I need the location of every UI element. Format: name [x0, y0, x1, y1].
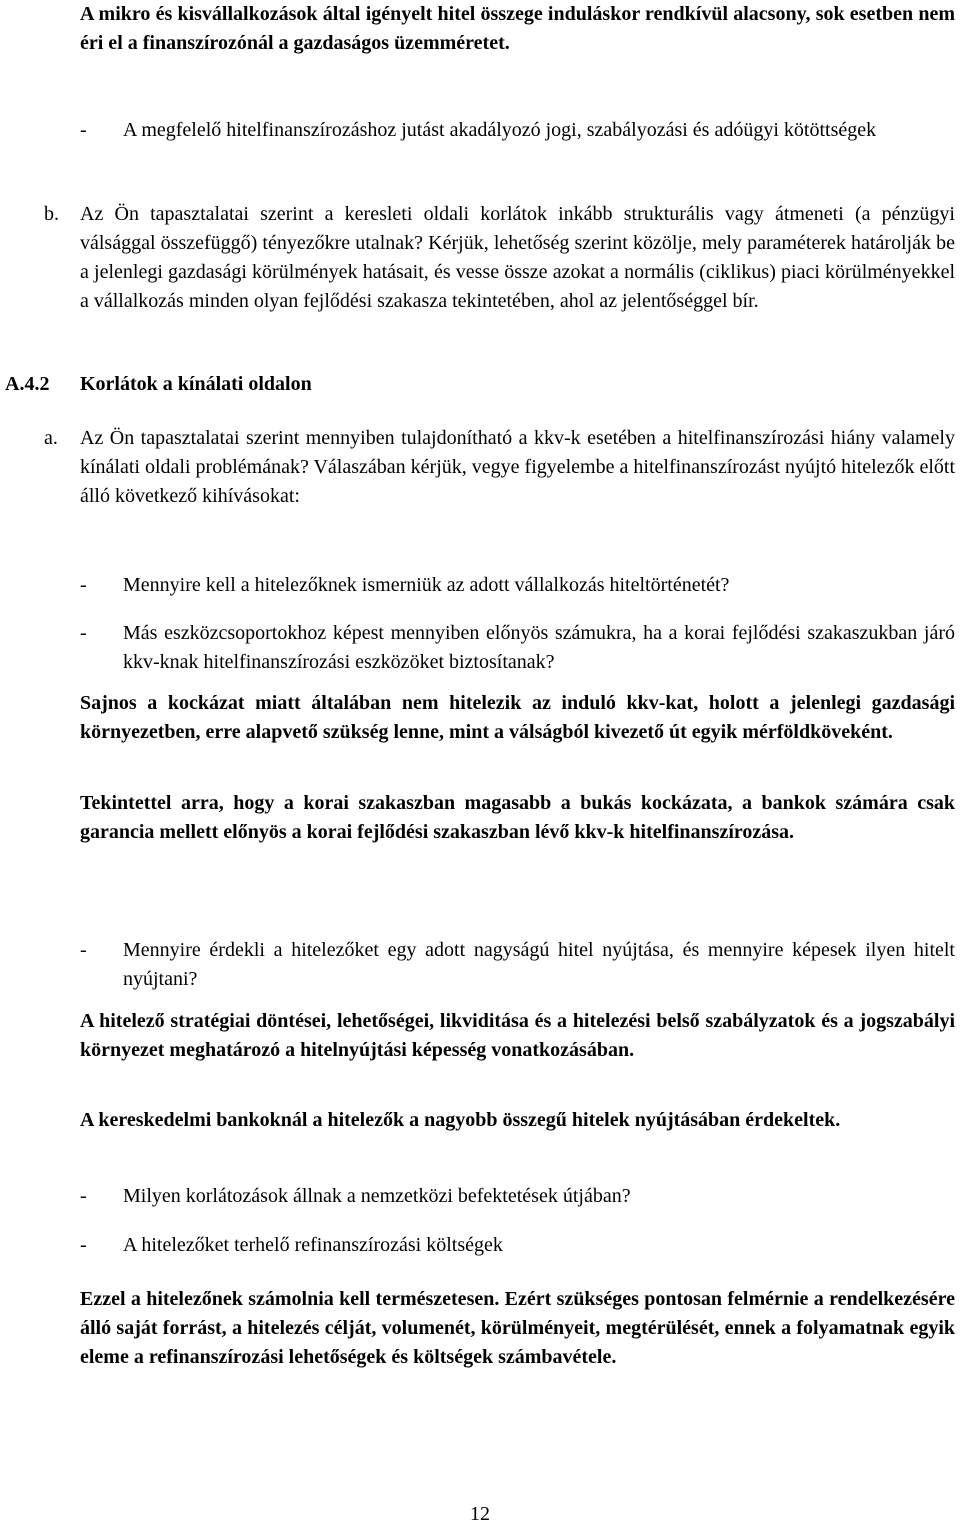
intro-paragraph: A mikro és kisvállalkozások által igényelt hitel összege induláskor rendkívül alacsony, sok esetben nem éri el a finanszírozónál a gazdaságos üzemméretet. [80, 3, 955, 54]
list-text-a: Az Ön tapasztalatai szerint mennyiben tulajdonítható a kkv-k esetében a hitelfinanszírozási hiány valamely kínálati oldali problémának? Válaszában kérjük, vegye figyelembe a hitelfinanszírozást nyújtó hitelezők előtt álló következő kihívásokat: [80, 427, 955, 507]
list-marker-a: a. [44, 427, 58, 449]
section-title: Korlátok a kínálati oldalon [80, 373, 312, 395]
page-number: 12 [470, 1503, 490, 1525]
answer-paragraph: Ezzel a hitelezőnek számolnia kell természetesen. Ezért szükséges pontosan felmérnie a rendelkezésére álló saját forrást, a hitelezés célját, volumenét, körülményeit, megtérülését, ennek a folyamatnak egyik eleme a refinanszírozási lehetőségek és költségek számbavétele. [80, 1288, 955, 1368]
section-number: A.4.2 [5, 373, 50, 395]
bullet-text: Mennyire kell a hitelezőknek ismerniük az adott vállalkozás hiteltörténetét? [123, 574, 730, 596]
bullet-text: A megfelelő hitelfinanszírozáshoz jutást akadályozó jogi, szabályozási és adóügyi kötöttségek [123, 119, 877, 141]
bullet-dash: - [80, 1234, 87, 1256]
bullet-dash: - [80, 119, 87, 141]
answer-paragraph: Sajnos a kockázat miatt általában nem hitelezik az induló kkv-kat, holott a jelenlegi gazdasági környezetben, erre alapvető szükség lenne, mint a válságból kivezető út egyik mérföldköveként. [80, 692, 955, 743]
bullet-dash: - [80, 622, 87, 644]
bullet-dash: - [80, 574, 87, 596]
answer-paragraph: Tekintettel arra, hogy a korai szakaszban magasabb a bukás kockázata, a bankok számára csak garancia mellett előnyös a korai fejlődési szakaszban lévő kkv-k hitelfinanszírozása. [80, 792, 955, 843]
bullet-text: A hitelezőket terhelő refinanszírozási költségek [123, 1234, 503, 1256]
bullet-text: Mennyire érdekli a hitelezőket egy adott nagyságú hitel nyújtása, és mennyire képesek ilyen hitelt nyújtani? [123, 939, 955, 990]
list-marker-b: b. [44, 203, 59, 225]
bullet-text: Más eszközcsoportokhoz képest mennyiben előnyös számukra, ha a korai fejlődési szakaszukban járó kkv-knak hitelfinanszírozási eszközöket biztosítanak? [123, 622, 955, 673]
bullet-text: Milyen korlátozások állnak a nemzetközi befektetések útjában? [123, 1185, 631, 1207]
answer-paragraph: A kereskedelmi bankoknál a hitelezők a nagyobb összegű hitelek nyújtásában érdekeltek. [80, 1109, 841, 1131]
list-text-b: Az Ön tapasztalatai szerint a keresleti oldali korlátok inkább strukturális vagy átmeneti (a pénzügyi válsággal összefüggő) tényezőkre utalnak? Kérjük, lehetőség szerint közölje, mely paraméterek határolják be a jelenlegi gazdasági körülmények hatásait, és vesse össze azokat a normális (ciklikus) piaci körülményekkel a vállalkozás minden olyan fejlődési szakasza tekintetében, ahol az jelentőséggel bír. [80, 203, 955, 312]
bullet-dash: - [80, 939, 87, 961]
answer-paragraph: A hitelező stratégiai döntései, lehetőségei, likviditása és a hitelezési belső szabályzatok és a jogszabályi környezet meghatározó a hitelnyújtási képesség vonatkozásában. [80, 1010, 955, 1061]
bullet-dash: - [80, 1185, 87, 1207]
